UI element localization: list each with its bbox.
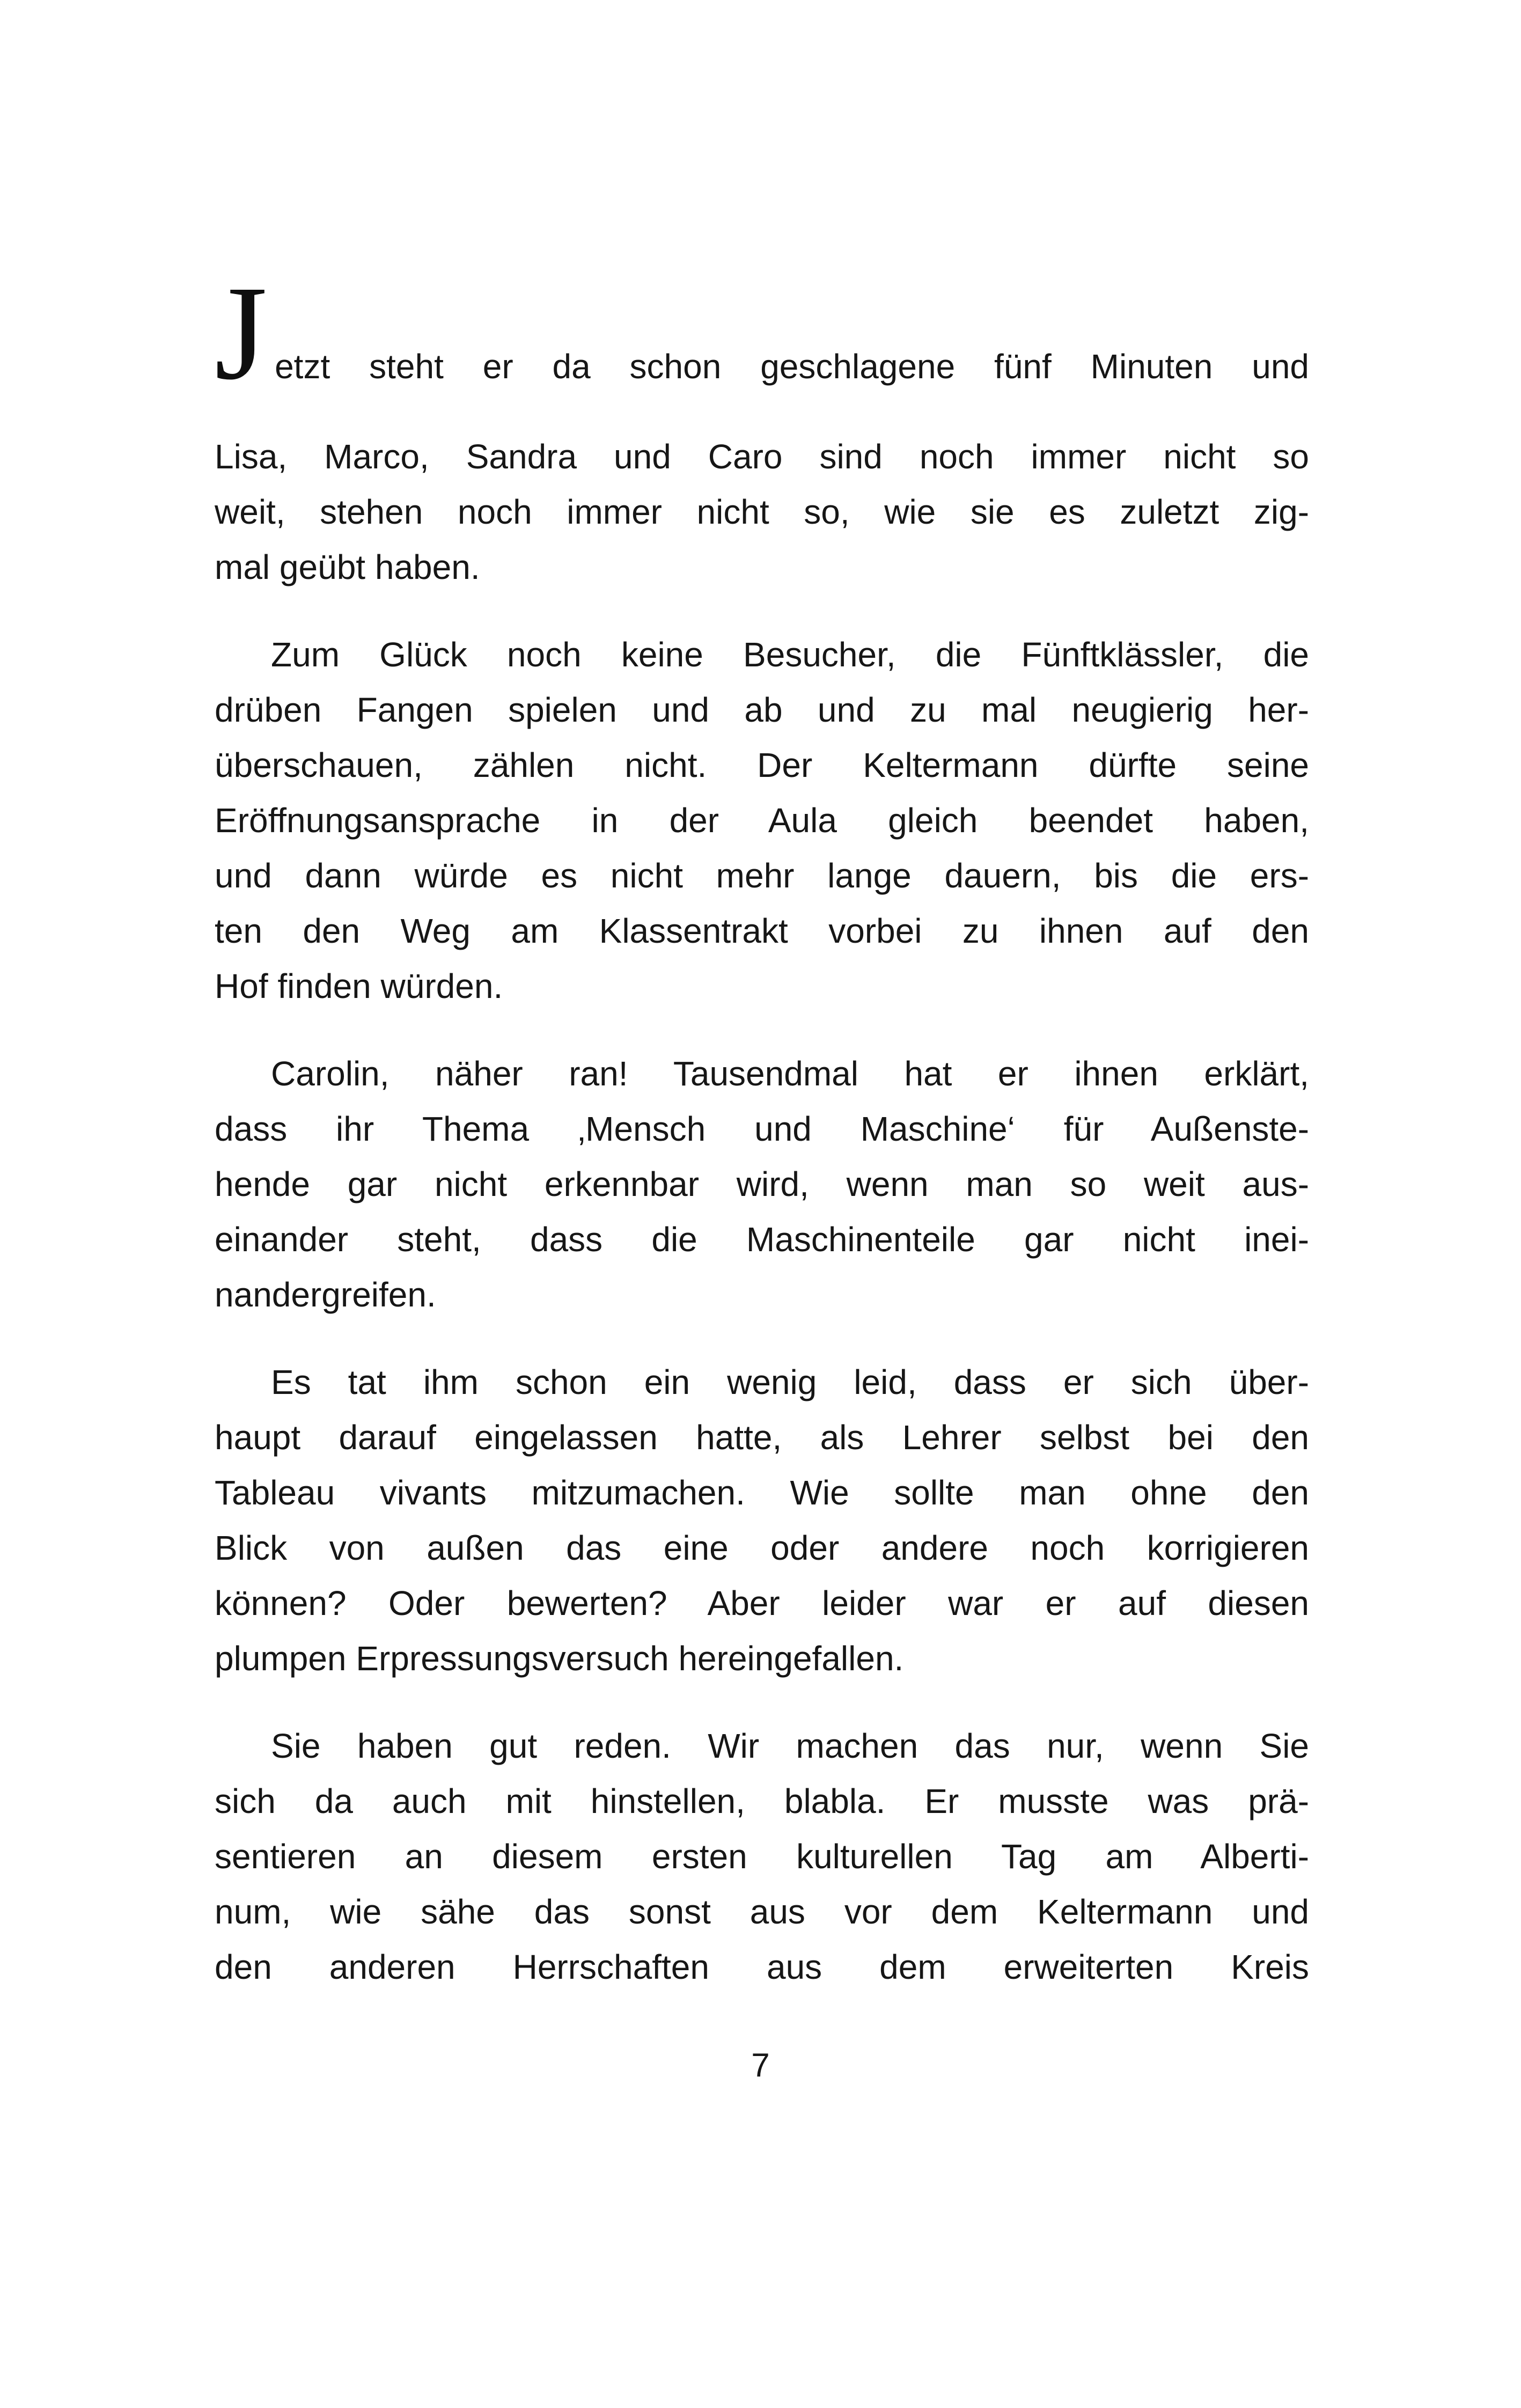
text-line: Blick von außen das eine oder andere noch korrigieren: [215, 1529, 1309, 1567]
paragraph: [215, 1046, 1309, 1323]
text-line: Carolin, näher ran! Tausendmal hat er ihnen erklärt,: [271, 1054, 1309, 1093]
text-line: Tableau vivants mitzumachen. Wie sollte man ohne den: [215, 1473, 1309, 1512]
text-line: sich da auch mit hinstellen, blabla. Er musste was prä-: [215, 1782, 1309, 1820]
text-line: überschauen, zählen nicht. Der Keltermann dürfte seine: [215, 746, 1309, 784]
text-line: num, wie sähe das sonst aus vor dem Keltermann und: [215, 1892, 1309, 1931]
text-line: den anderen Herrschaften aus dem erweiterten Kreis: [215, 1948, 1309, 1986]
paragraph: [215, 236, 1309, 595]
text-line: Sie haben gut reden. Wir machen das nur, wenn Sie: [271, 1727, 1309, 1765]
text-line: nandergreifen.: [215, 1275, 436, 1314]
drop-cap-initial: J: [215, 258, 268, 408]
text-line: und dann würde es nicht mehr lange dauern, bis die ers-: [215, 856, 1309, 895]
text-line: können? Oder bewerten? Aber leider war er auf diesen: [215, 1584, 1309, 1623]
text-block: [215, 236, 1309, 1995]
text-line: Zum Glück noch keine Besucher, die Fünftklässler, die: [271, 635, 1309, 674]
text-line: Lisa, Marco, Sandra und Caro sind noch immer nicht so: [215, 437, 1309, 476]
text-line: Eröffnungsansprache in der Aula gleich beendet haben,: [215, 801, 1309, 840]
text-line: haupt darauf eingelassen hatte, als Lehrer selbst bei den: [215, 1418, 1309, 1457]
text-line: hende gar nicht erkennbar wird, wenn man so weit aus-: [215, 1165, 1309, 1203]
text-line: Jetzt steht er da schon geschlagene fünf Minuten und: [215, 258, 1309, 408]
text-line: Es tat ihm schon ein wenig leid, dass er sich über-: [271, 1363, 1309, 1401]
text-line: sentieren an diesem ersten kulturellen Tag am Alberti-: [215, 1837, 1309, 1876]
paragraph: [215, 1719, 1309, 1995]
paragraph: [215, 627, 1309, 1014]
text-line: dass ihr Thema ‚Mensch und Maschine‘ für Außenste-: [215, 1110, 1309, 1148]
paragraph: [215, 1355, 1309, 1686]
text-line: weit, stehen noch immer nicht so, wie sie es zuletzt zig-: [215, 493, 1309, 531]
page-number: 7: [751, 2047, 770, 2084]
text-line: drüben Fangen spielen und ab und zu mal neugierig her-: [215, 691, 1309, 729]
text-line: plumpen Erpressungsversuch hereingefallen.: [215, 1639, 904, 1678]
text-line: ten den Weg am Klassentrakt vorbei zu ihnen auf den: [215, 912, 1309, 950]
text-line: mal geübt haben.: [215, 548, 480, 586]
text-line: einander steht, dass die Maschinenteile gar nicht inei-: [215, 1220, 1309, 1259]
text-line: Hof finden würden.: [215, 967, 503, 1005]
